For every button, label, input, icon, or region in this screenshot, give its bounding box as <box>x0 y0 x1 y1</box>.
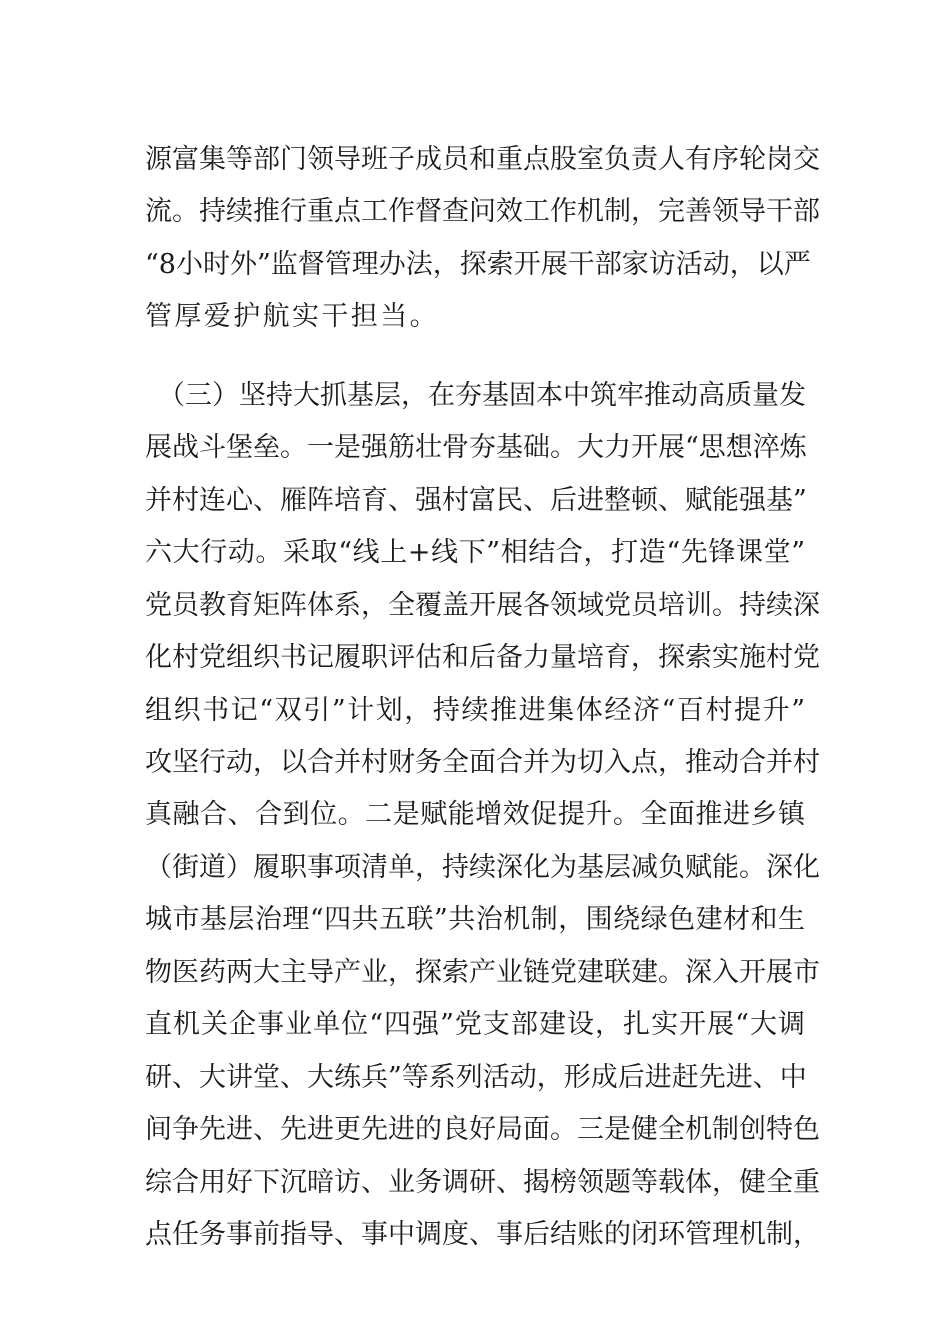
text-line: 物医药两大主导产业，探索产业链党建联建。深入开展市 <box>145 957 820 988</box>
text-line: 流。持续推行重点工作督查问效工作机制，完善领导干部 <box>145 196 820 227</box>
text-line: 攻坚行动，以合并村财务全面合并为切入点，推动合并村 <box>145 747 820 778</box>
text-line: 管厚爱护航实干担当。 <box>145 301 439 332</box>
text-line: 直机关企事业单位“四强”党支部建设，扎实开展“大调 <box>145 1009 805 1040</box>
text-line: 化村党组织书记履职评估和后备力量培育，探索实施村党 <box>145 642 820 673</box>
text-line: “8小时外”监督管理办法，探索开展干部家访活动，以严 <box>145 249 811 280</box>
text-line: 六大行动。采取“线上+线下”相结合，打造“先锋课堂” <box>145 537 805 568</box>
text-line: 展战斗堡垒。一是强筋壮骨夯基础。大力开展“思想淬炼 <box>145 432 807 463</box>
text-line: 研、大讲堂、大练兵”等系列活动，形成后进赶先进、中 <box>145 1062 807 1093</box>
text-line: 城市基层治理“四共五联”共治机制，围绕绿色建材和生 <box>145 904 805 935</box>
text-line: 点任务事前指导、事中调度、事后结账的闭环管理机制， <box>145 1219 820 1250</box>
text-line: 并村连心、雁阵培育、强村富民、后进整顿、赋能强基” <box>145 485 807 516</box>
text-line: （街道）履职事项清单，持续深化为基层减负赋能。深化 <box>145 852 820 883</box>
text-line: 源富集等部门领导班子成员和重点股室负责人有序轮岗交 <box>145 144 820 175</box>
text-line: 真融合、合到位。二是赋能增效促提升。全面推进乡镇 <box>145 799 805 830</box>
text-line: 间争先进、先进更先进的良好局面。三是健全机制创特色 <box>145 1114 820 1145</box>
text-line: 党员教育矩阵体系，全覆盖开展各领域党员培训。持续深 <box>145 590 820 621</box>
text-line: 综合用好下沉暗访、业务调研、揭榜领题等载体，健全重 <box>145 1167 820 1198</box>
paragraph-first-line: （三）坚持大抓基层，在夯基固本中筑牢推动高质量发 <box>158 380 806 411</box>
text-line: 组织书记“双引”计划，持续推进集体经济“百村提升” <box>145 695 805 726</box>
